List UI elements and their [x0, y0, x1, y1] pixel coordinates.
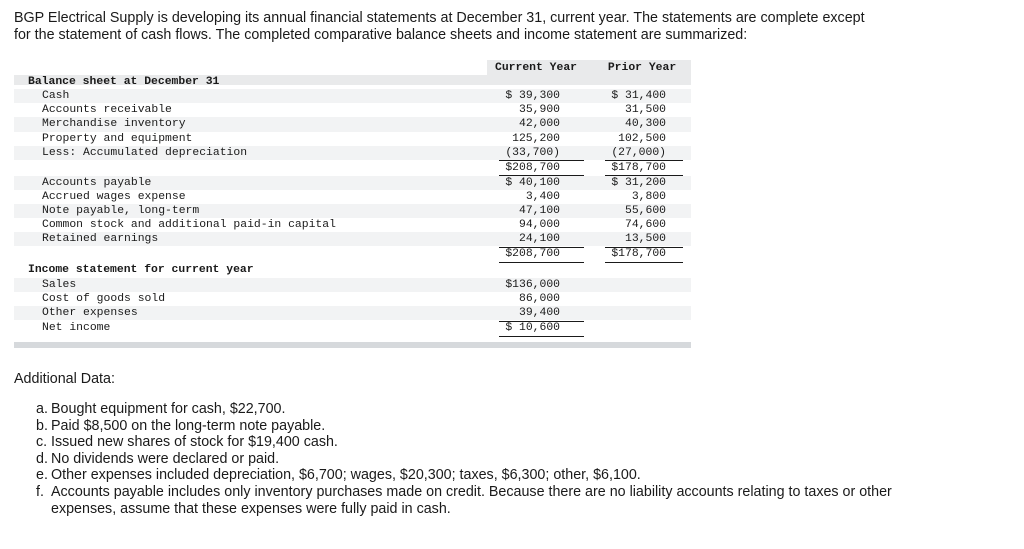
- prior-value: 13,500: [624, 233, 666, 246]
- prior-value: (27,000): [611, 146, 666, 159]
- row-label: Merchandise inventory: [42, 118, 186, 131]
- row-label: Accounts payable: [42, 176, 152, 189]
- prior-value: $178,700: [611, 161, 666, 174]
- current-value: $136,000: [505, 278, 560, 291]
- item-marker: d.: [36, 450, 48, 467]
- item-text: No dividends were declared or paid.: [51, 450, 280, 467]
- prior-value: 102,500: [618, 132, 666, 145]
- prior-value: $178,700: [611, 248, 666, 260]
- row-label: Retained earnings: [42, 233, 159, 246]
- prior-value: $ 31,200: [611, 176, 666, 189]
- item-text: Other expenses included depreciation, $6,700; wages, $20,300; taxes, $6,300; other, $6,100.: [51, 467, 641, 484]
- table-bottom-band: [14, 342, 691, 348]
- list-item: [36, 484, 916, 517]
- total-liabilities-equity-row: [14, 247, 691, 261]
- current-value: $208,700: [505, 248, 560, 260]
- current-value: 42,000: [518, 118, 560, 131]
- row-label: Property and equipment: [42, 132, 193, 145]
- current-year-header: Current Year: [494, 62, 578, 74]
- income-statement-title-row: [14, 263, 691, 277]
- table-row: [14, 117, 691, 131]
- list-item: [36, 401, 916, 418]
- current-value: 94,000: [518, 219, 560, 232]
- current-value: 35,900: [518, 104, 560, 117]
- current-value: 86,000: [518, 292, 560, 305]
- table-row: [14, 218, 691, 232]
- row-label: Net income: [42, 322, 111, 334]
- item-marker: b.: [36, 417, 48, 434]
- table-row: [14, 89, 691, 103]
- current-value: (33,700): [505, 146, 560, 159]
- table-row: [14, 278, 691, 292]
- row-label: Sales: [42, 278, 77, 291]
- item-marker: e.: [36, 467, 48, 484]
- prior-year-header: Prior Year: [607, 62, 677, 74]
- current-value: 125,200: [512, 132, 560, 145]
- prior-value: 55,600: [624, 204, 666, 217]
- total-assets-row: [14, 161, 691, 175]
- table-row: [14, 292, 691, 306]
- current-value: 24,100: [518, 233, 560, 246]
- list-item: [36, 418, 916, 435]
- table-row: [14, 146, 691, 160]
- row-label: Less: Accumulated depreciation: [42, 146, 248, 159]
- item-text: Bought equipment for cash, $22,700.: [51, 401, 286, 417]
- table-row: [14, 232, 691, 246]
- intro-line-2: for the statement of cash flows. The completed comparative balance sheets and income statement are summarized:: [14, 27, 748, 43]
- current-value: $ 40,100: [505, 176, 560, 189]
- additional-data-list: [36, 401, 916, 517]
- current-value: $ 10,600: [505, 322, 560, 334]
- prior-value: $ 31,400: [611, 90, 666, 102]
- row-label: Common stock and additional paid-in capital: [42, 219, 336, 232]
- row-label: Cost of goods sold: [42, 292, 166, 305]
- table-row: [14, 321, 691, 335]
- current-value: $208,700: [505, 161, 560, 174]
- row-label: Cash: [42, 90, 70, 102]
- item-marker: f.: [36, 483, 44, 500]
- table-row: [14, 204, 691, 218]
- table-row: [14, 176, 691, 190]
- current-value: 39,400: [518, 306, 560, 319]
- item-text: Issued new shares of stock for $19,400 cash.: [51, 434, 338, 451]
- balance-sheet-title: Balance sheet at December 31: [28, 76, 220, 88]
- current-value: 3,400: [525, 190, 560, 203]
- item-marker: c.: [36, 434, 48, 451]
- prior-value: 31,500: [624, 104, 666, 117]
- list-item: [36, 434, 916, 451]
- additional-data-title: Additional Data:: [14, 371, 115, 387]
- row-label: Accounts receivable: [42, 104, 172, 117]
- income-statement-title: Income statement for current year: [28, 264, 254, 276]
- item-text: Paid $8,500 on the long-term note payable.: [51, 417, 326, 434]
- prior-value: 74,600: [624, 219, 666, 232]
- intro-text: [14, 10, 914, 44]
- list-item: [36, 451, 916, 468]
- prior-value: 40,300: [624, 118, 666, 131]
- item-marker: a.: [36, 401, 48, 417]
- prior-value: 3,800: [631, 190, 666, 203]
- table-row: [14, 190, 691, 204]
- row-label: Note payable, long-term: [42, 204, 200, 217]
- item-text: Accounts payable includes only inventory purchases made on credit. Because there are no liability accounts relating to taxes or other expenses, assume that these expenses were fully paid in cash.: [51, 483, 892, 517]
- underline: [499, 336, 584, 337]
- balance-sheet-title-row: [14, 75, 691, 89]
- intro-line-1: BGP Electrical Supply is developing its annual financial statements at December 31, current year. The statements are complete except: [14, 10, 865, 26]
- table-row: [14, 306, 691, 320]
- current-value: $ 39,300: [505, 90, 560, 102]
- list-item: [36, 467, 916, 484]
- row-label: Accrued wages expense: [42, 190, 186, 203]
- table-row: [14, 103, 691, 117]
- table-row: [14, 132, 691, 146]
- row-label: Other expenses: [42, 306, 138, 319]
- current-value: 47,100: [518, 204, 560, 217]
